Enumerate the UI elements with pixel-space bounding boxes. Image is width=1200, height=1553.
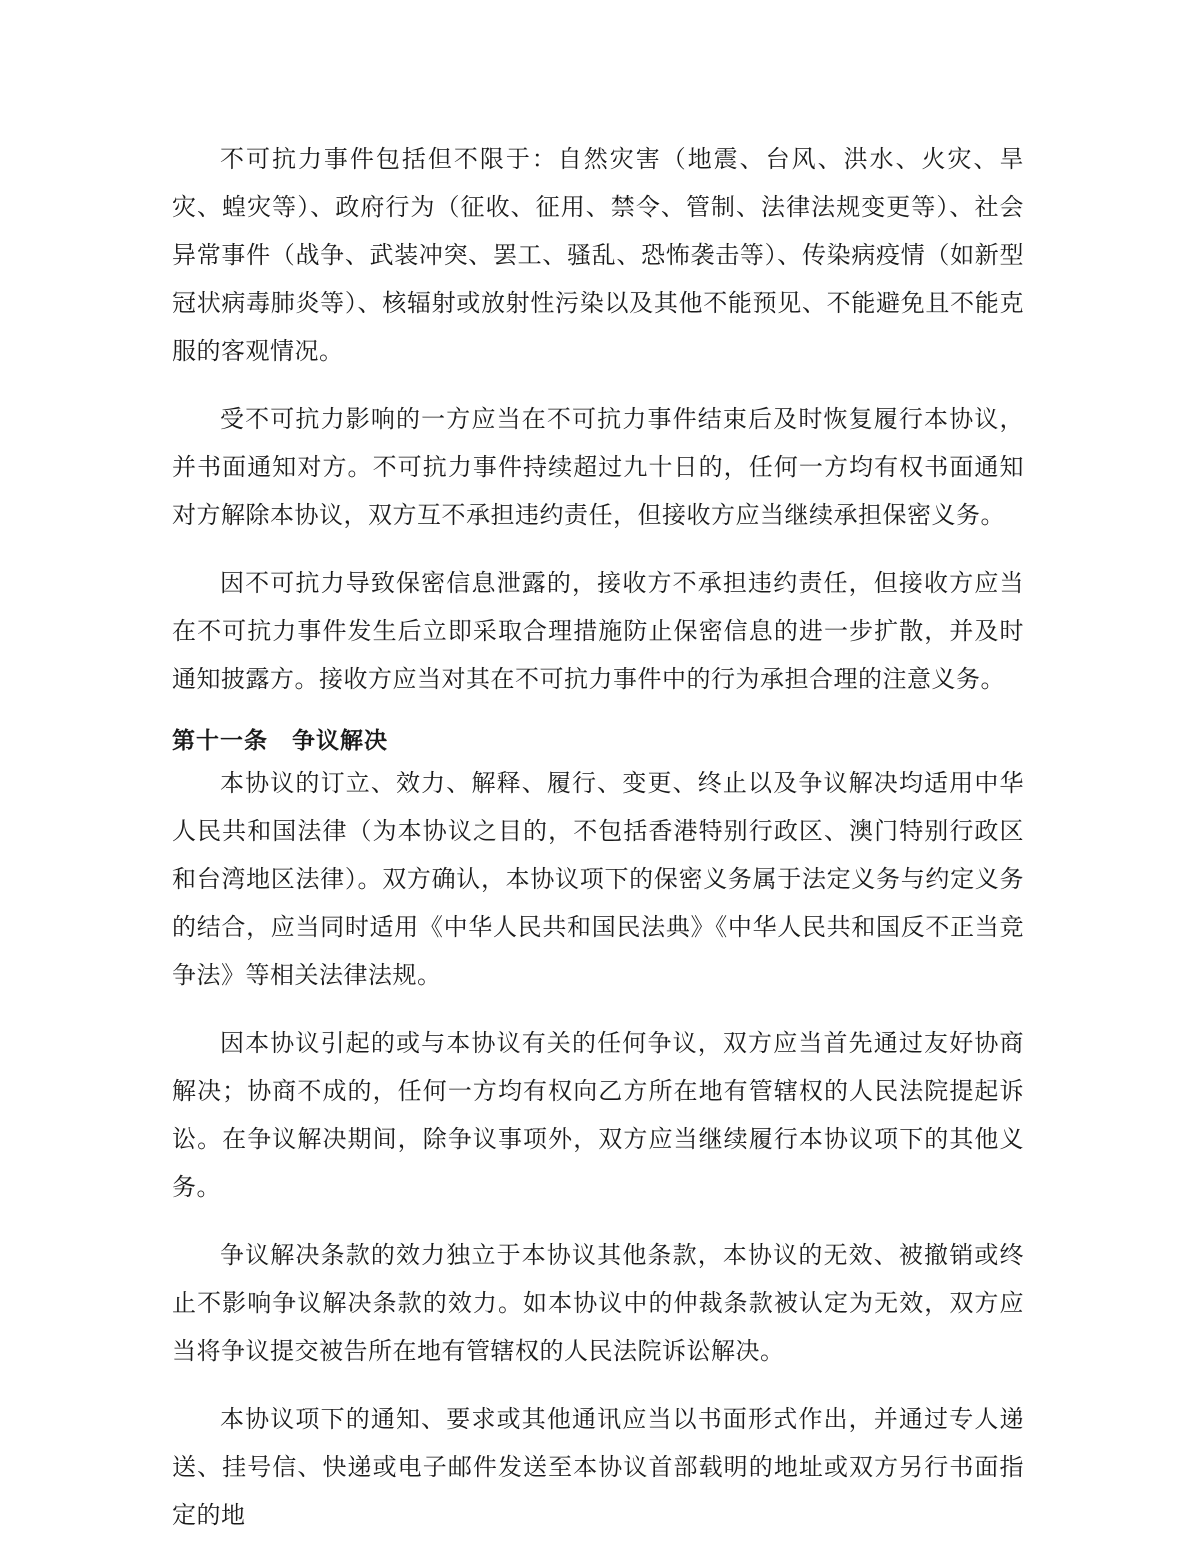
document-page: [172, 0, 1024, 1539]
paragraph-force-majeure-events: 不可抗力事件包括但不限于：自然灾害（地震、台风、洪水、火灾、旱灾、蝗灾等）、政府行为（征收、征用、禁令、管制、法律法规变更等）、社会异常事件（战争、武装冲突、罢工、骚乱、恐怖袭击等）、传染病疫情（如新型冠状病毒肺炎等）、核辐射或放射性污染以及其他不能预见、不能避免且不能克服的客观情况。: [172, 145, 1024, 365]
paragraph-force-majeure-disclosure: 因不可抗力导致保密信息泄露的，接收方不承担违约责任，但接收方应当在不可抗力事件发生后立即采取合理措施防止保密信息的进一步扩散，并及时通知披露方。接收方应当对其在不可抗力事件中的行为承担合理的注意义务。: [172, 569, 1024, 693]
paragraph-force-majeure-resumption: 受不可抗力影响的一方应当在不可抗力事件结束后及时恢复履行本协议，并书面通知对方。不可抗力事件持续超过九十日的，任何一方均有权书面通知对方解除本协议，双方互不承担违约责任，但接收方应当继续承担保密义务。: [172, 405, 1024, 529]
section-heading-dispute-resolution: 第十一条 争议解决: [172, 728, 388, 754]
paragraph-dispute-negotiation: 因本协议引起的或与本协议有关的任何争议，双方应当首先通过友好协商解决；协商不成的，任何一方均有权向乙方所在地有管辖权的人民法院提起诉讼。在争议解决期间，除争议事项外，双方应当继续履行本协议项下的其他义务。: [172, 1029, 1024, 1201]
paragraph-governing-law: 本协议的订立、效力、解释、履行、变更、终止以及争议解决均适用中华人民共和国法律（为本协议之目的，不包括香港特别行政区、澳门特别行政区和台湾地区法律）。双方确认，本协议项下的保密义务属于法定义务与约定义务的结合，应当同时适用《中华人民共和国民法典》《中华人民共和国反不正当竞争法》等相关法律法规。: [172, 769, 1024, 989]
paragraph-notices: 本协议项下的通知、要求或其他通讯应当以书面形式作出，并通过专人递送、挂号信、快递或电子邮件发送至本协议首部载明的地址或双方另行书面指定的地: [172, 1405, 1024, 1529]
paragraph-clause-independence: 争议解决条款的效力独立于本协议其他条款，本协议的无效、被撤销或终止不影响争议解决条款的效力。如本协议中的仲裁条款被认定为无效，双方应当将争议提交被告所在地有管辖权的人民法院诉讼解决。: [172, 1241, 1024, 1365]
